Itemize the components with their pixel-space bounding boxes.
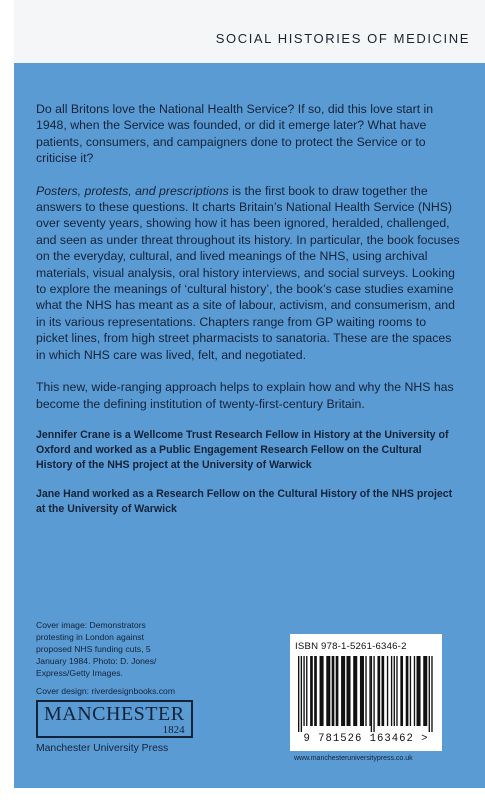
barcode-bar bbox=[414, 656, 415, 726]
barcode-bar bbox=[360, 656, 364, 726]
barcode-bar bbox=[381, 656, 384, 726]
barcode-bar bbox=[387, 656, 388, 726]
barcode-bar bbox=[377, 656, 380, 726]
manchester-logo-box bbox=[36, 700, 193, 738]
barcode-bar bbox=[310, 656, 313, 726]
barcode-bar bbox=[332, 656, 335, 726]
barcode-bar bbox=[303, 656, 304, 726]
cover-design-credit: Cover design: riverdesignbooks.com bbox=[36, 686, 175, 696]
barcode-bar bbox=[353, 656, 357, 726]
barcode-bar bbox=[406, 656, 409, 726]
barcode-bar bbox=[341, 656, 345, 726]
barcode-bar bbox=[373, 656, 374, 732]
barcode-panel bbox=[290, 634, 442, 751]
blurb-paragraph-2-text: is the first book to draw together the answers to these questions. It charts Britain’s National Health Service (NHS) over seventy years, showing how it has been ignored, heralded, challenged, and seen as under threat throughout its history. In particular, the book focuses on the everyday, cultural, and lived meanings of the NHS, using archival materials, visual analysis, oral history interviews, and social surveys. Looking to explore the meanings of ‘cultural history’, the book’s case studies examine what the NHS has meant as a site of labour, activism, and consumerism, and in its various representations. Chapters range from GP waiting rooms to picket lines, from high street pharmacists to sanatoria. These are the spaces in which NHS care was lived, felt, and negotiated. bbox=[36, 183, 460, 362]
barcode-bar bbox=[326, 656, 330, 726]
back-cover bbox=[14, 0, 485, 788]
barcode-bar bbox=[410, 656, 411, 726]
cover-credits bbox=[36, 619, 176, 703]
ean-digits: 9 781526 163462 > bbox=[303, 733, 429, 745]
series-title: SOCIAL HISTORIES OF MEDICINE bbox=[215, 31, 470, 46]
barcode-bar bbox=[391, 656, 392, 726]
publisher-name: Manchester University Press bbox=[36, 743, 169, 754]
barcode-bar bbox=[314, 656, 317, 726]
barcode-icon bbox=[298, 656, 434, 732]
series-band bbox=[14, 0, 485, 63]
barcode-bar bbox=[394, 656, 395, 726]
barcode-bar bbox=[371, 656, 372, 732]
barcode-bar bbox=[431, 656, 432, 732]
isbn-label: ISBN 978-1-5261-6346-2 bbox=[295, 641, 407, 652]
publisher-logo bbox=[36, 700, 216, 754]
blurb-paragraph-2 bbox=[36, 183, 461, 363]
blurb-paragraph-3: This new, wide-ranging approach helps to explain how and why the NHS has become the defining institution of twenty-first-century Britain. bbox=[36, 380, 454, 411]
cover-image-credit: Cover image: Demonstrators protesting in London against proposed NHS funding cuts, 5 January 1984. Photo: D. Jones/ Express/Getty Images. bbox=[36, 620, 157, 678]
barcode-bar bbox=[298, 656, 299, 732]
barcode-bar bbox=[400, 656, 403, 726]
barcode-bar bbox=[429, 656, 430, 732]
barcode-bar bbox=[346, 656, 350, 726]
author-bio-crane: Jennifer Crane is a Wellcome Trust Research Fellow in History at the University of Oxford and worked as a Public Engagement Research Fellow on the Cultural History of the NHS project at the University of Warwick bbox=[36, 428, 449, 471]
barcode-bar bbox=[396, 656, 397, 726]
barcode-bar bbox=[369, 656, 370, 726]
publisher-url: www.manchesteruniversitypress.co.uk bbox=[294, 755, 413, 762]
logo-name: MANCHESTER bbox=[44, 703, 185, 725]
book-title-italic: Posters, protests, and prescriptions bbox=[36, 183, 229, 198]
blurb-paragraph-1: Do all Britons love the National Health Service? If so, did this love start in 1948, when the Service was founded, or did it emerge later? What have patients, consumers, and campaigners done to protect the Service or to criticise it? bbox=[36, 102, 434, 166]
barcode-bar bbox=[320, 656, 324, 726]
barcode-bar bbox=[336, 656, 339, 726]
barcode-bar bbox=[423, 656, 427, 726]
barcode-bar bbox=[365, 656, 366, 726]
barcode-bar bbox=[306, 656, 307, 726]
author-bio-hand: Jane Hand worked as a Research Fellow on the Cultural History of the NHS project at the University of Warwick bbox=[36, 487, 453, 515]
barcode-bar bbox=[301, 656, 302, 732]
barcode-bar bbox=[417, 656, 421, 726]
logo-year: 1824 bbox=[162, 724, 185, 736]
cover-blurb bbox=[36, 101, 461, 531]
